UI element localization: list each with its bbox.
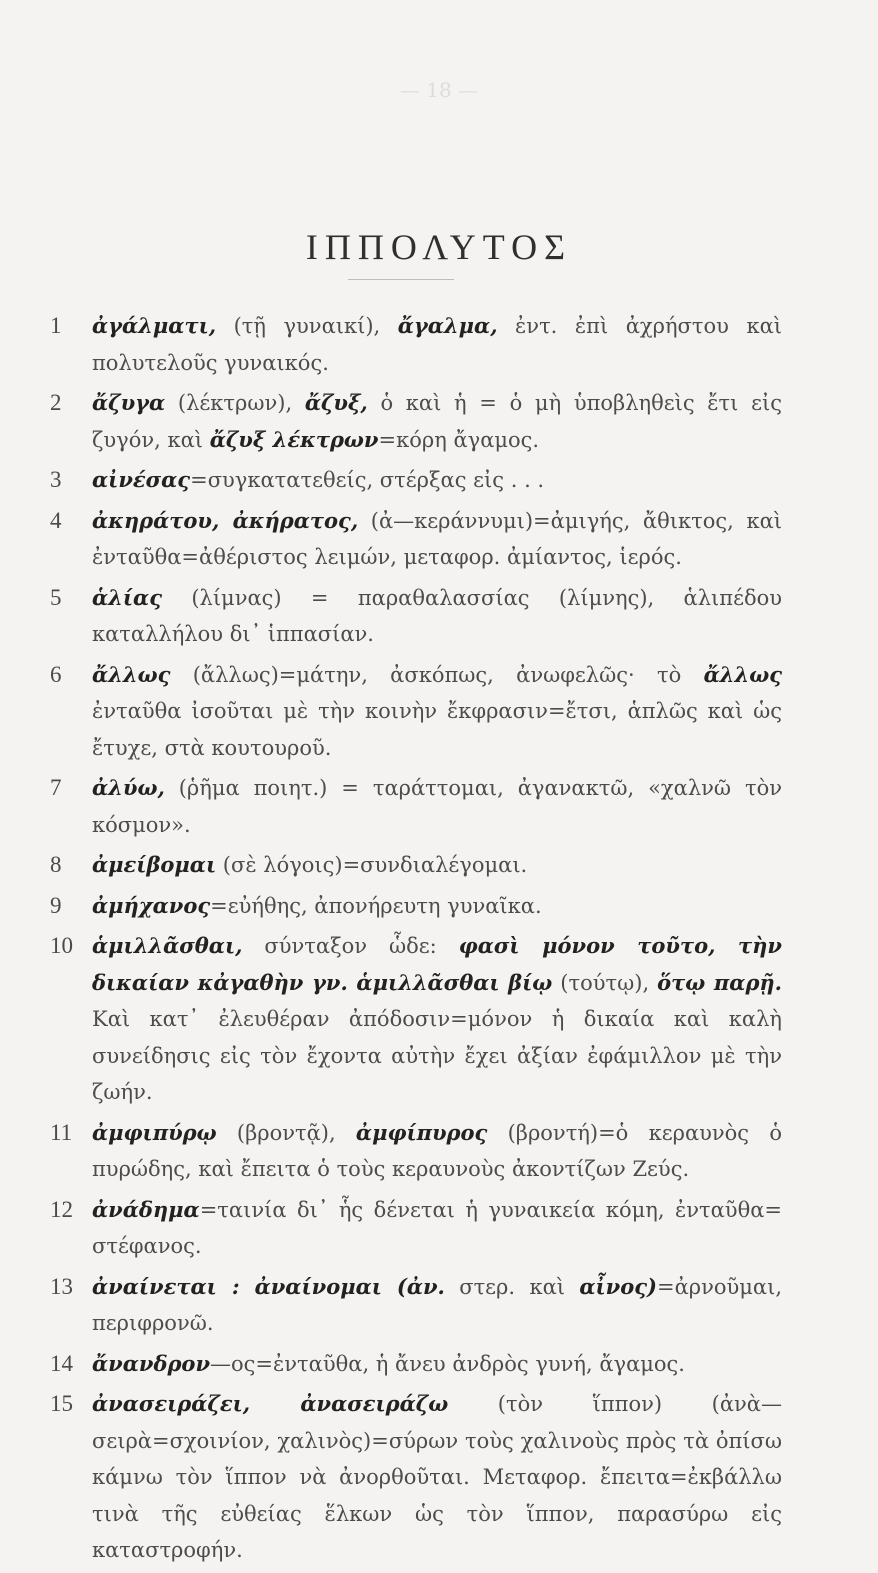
entry-text (92, 308, 782, 381)
glossary-entry (0, 657, 878, 767)
glossary-entry (0, 928, 878, 1111)
entry-definition: (ἄλλως)=μάτην, ἀσκόπως, ἀνωφελῶς· τὸ (170, 662, 704, 687)
glossary-entry (0, 385, 878, 458)
entry-text (92, 503, 782, 576)
entry-number: 10 (50, 933, 73, 958)
entry-text (92, 1386, 782, 1569)
entry-lemma: ἁμιλλᾶσθαι, (92, 933, 243, 958)
entry-text (92, 888, 782, 925)
entry-definition: σύνταξον ὧδε: (242, 934, 459, 958)
entry-text (92, 1115, 782, 1188)
entry-lemma: ἀνάδημα (92, 1196, 200, 1222)
entry-definition: ἐντ. ἐπὶ ἀχρήστου καὶ πολυτελοῦς γυναικός. (92, 314, 782, 375)
entry-definition: (σὲ λόγοις)=συνδιαλέγομαι. (216, 853, 528, 877)
entry-text (92, 847, 782, 884)
entry-text (92, 1192, 782, 1265)
entry-lemma: ἀμήχανος (92, 892, 211, 918)
entry-number: 3 (50, 467, 62, 492)
entry-definition: =ἀρνοῦμαι, περιφρονῶ. (92, 1274, 783, 1335)
glossary-entries (0, 308, 878, 1573)
entry-number: 13 (50, 1273, 73, 1299)
entry-number: 9 (50, 892, 62, 918)
entry-lemma: ἀναίνεται : ἀναίνομαι (ἀν. (92, 1273, 445, 1299)
entry-lemma: ἄζυξ λέκτρων (209, 426, 379, 452)
glossary-entry (0, 462, 878, 499)
page-title: ΙΠΠΟΛΥΤΟΣ (305, 227, 573, 267)
entry-number: 7 (50, 775, 62, 800)
glossary-entry (0, 770, 878, 843)
entry-lemma: ἀμφίπυρος (355, 1119, 488, 1145)
entry-definition: (τούτῳ), (552, 970, 658, 995)
entry-lemma: ἄλλως (703, 661, 782, 687)
entry-lemma: ἄζυξ, (304, 390, 368, 415)
page-number: — 18 — (399, 78, 479, 102)
entry-definition: ὁ καὶ ἡ = ὁ μὴ ὑποβληθεὶς ἔτι εἰς ζυγόν, καὶ (92, 391, 782, 452)
entry-definition: —ος=ἐνταῦθα, ἡ ἄνευ ἀνδρὸς γυνή, ἄγαμος. (210, 1351, 685, 1376)
entry-lemma: ἁλίας (92, 584, 162, 610)
entry-text (92, 580, 782, 653)
entry-lemma: ὅτῳ παρῇ. (657, 969, 782, 995)
entry-number: 11 (50, 1119, 73, 1145)
entry-definition: (τὸν ἵππον) (ἀνὰ—σειρὰ=σχοινίον, χαλινὸς)=σύρων τοὺς χαλινοὺς πρὸς τὰ ὀπίσω κάμνω τὸν ἵππον νὰ ἀνορθοῦται. Μεταφορ. ἔπειτα=ἐκβάλλω τινὰ τῆς εὐθείας ἕλκων ὡς τὸν ἵππον, παρασύρω εἰς καταστροφήν. (92, 1392, 782, 1562)
glossary-entry (0, 503, 878, 576)
entry-lemma: ἀμφιπύρῳ (92, 1119, 217, 1145)
entry-text (92, 928, 782, 1111)
glossary-entry (0, 1346, 878, 1383)
glossary-entry (0, 308, 878, 381)
entry-lemma: ἀμείβομαι (92, 852, 217, 877)
entry-lemma: ἀλύω, (92, 775, 165, 800)
entry-definition: (λίμνας) = παραθαλασσίας (λίμνης), ἁλιπέδου καταλλήλου δι᾽ ἱππασίαν. (92, 585, 782, 646)
entry-definition: ἐνταῦθα ἰσοῦται μὲ τὴν κοινὴν ἔκφρασιν=ἔτσι, ἁπλῶς καὶ ὡς ἔτυχε, στὰ κουτουροῦ. (92, 699, 782, 760)
entry-text (92, 657, 782, 767)
glossary-entry (0, 1115, 878, 1188)
entry-text (92, 462, 782, 499)
entry-definition: =εὐήθης, ἀπονήρευτη γυναῖκα. (210, 893, 542, 918)
entry-lemma: αἰνέσας (92, 467, 191, 492)
glossary-entry (0, 888, 878, 925)
entry-definition: =κόρη ἄγαμος. (378, 427, 540, 452)
entry-lemma: αἶνος) (579, 1273, 657, 1299)
entry-definition: Καὶ κατ᾽ ἐλευθέραν ἀπόδοσιν=μόνον ἡ δικαία καὶ καλὴ συνείδησις εἰς τὸν ἔχοντα αὐτὴν ἔχει ἀξίαν ἐφάμιλλον μὲ τὴν ζωήν. (92, 1007, 782, 1104)
entry-number: 1 (50, 313, 62, 338)
entry-lemma: ἄλλως (92, 661, 171, 687)
entry-text (92, 770, 782, 843)
entry-number: 8 (50, 852, 62, 877)
glossary-entry (0, 847, 878, 884)
entry-definition: (ῥῆμα ποιητ.) = ταράττομαι, ἀγανακτῶ, «χαλνῶ τὸν κόσμον». (92, 776, 782, 837)
entry-number: 6 (50, 661, 62, 687)
entry-lemma: ἀγάλματι, (92, 313, 217, 338)
entry-definition: (βροντή)=ὁ κεραυνὸς ὁ πυρώδης, καὶ ἔπειτα ὁ τοὺς κεραυνοὺς ἀκοντίζων Ζεύς. (92, 1120, 782, 1181)
entry-number: 2 (50, 390, 62, 415)
entry-definition: (τῇ γυναικί), (216, 314, 398, 338)
title-rule (348, 279, 454, 280)
entry-number: 14 (50, 1350, 73, 1376)
entry-definition: στερ. καὶ (444, 1274, 580, 1299)
glossary-entry (0, 1192, 878, 1265)
entry-text (92, 1346, 782, 1383)
entry-definition: (λέκτρων), (165, 391, 305, 415)
entry-lemma: ἄνανδρον (92, 1350, 211, 1376)
entry-definition: (βροντᾷ), (216, 1120, 356, 1145)
entry-number: 5 (50, 584, 62, 610)
glossary-entry (0, 1269, 878, 1342)
entry-lemma: ἀνασειράζει, ἀνασειράζω (92, 1391, 449, 1416)
entry-lemma: ἄζυγα (92, 390, 166, 415)
glossary-entry (0, 1386, 878, 1569)
entry-text (92, 385, 782, 458)
entry-number: 12 (50, 1196, 73, 1222)
entry-definition: (ἀ—κεράννυμι)=ἀμιγής, ἄθικτος, καὶ ἐνταῦθα=ἀθέριστος λειμών, μεταφορ. ἀμίαντος, ἱερός. (92, 508, 782, 569)
entry-definition: =συγκατατεθείς, στέρξας εἰς . . . (190, 468, 545, 492)
entry-number: 4 (50, 507, 62, 533)
entry-lemma: φασὶ μόνον τοῦτο, τὴν δικαίαν κἀγαθὴν γν. ἁμιλλᾶσθαι βίῳ (92, 933, 782, 995)
entry-lemma: ἀκηράτου, ἀκήρατος, (92, 507, 359, 533)
entry-definition: =ταινία δι᾽ ἧς δένεται ἡ γυναικεία κόμη, ἐνταῦθα= στέφανος. (92, 1197, 782, 1258)
entry-lemma: ἄγαλμα, (397, 313, 498, 338)
glossary-entry (0, 580, 878, 653)
entry-number: 15 (50, 1391, 73, 1416)
entry-text (92, 1269, 782, 1342)
